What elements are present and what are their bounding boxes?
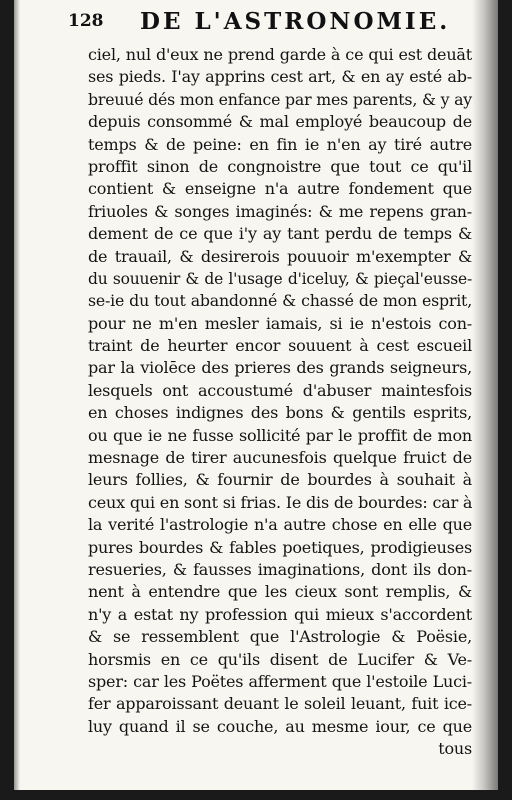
text-line: de trauail, & desirerois pouuoir m'exempter & [88,246,472,266]
text-line: nent à entendre que les cieux sont remplis, & [88,582,472,602]
catchword: tous [438,739,472,759]
text-line: n'y a estat ny profession qui mieux s'accordent [88,604,472,624]
text-line: horsmis en ce qu'ils disent de Lucifer & Ve- [88,649,472,669]
text-line: dement de ce que i'y ay tant perdu de temps & [88,224,472,244]
text-line: depuis consommé & mal employé beaucoup de [88,112,472,132]
page-number: 128 [68,11,104,31]
text-line: se-ie du tout abandonné & chassé de mon esprit, [88,291,472,311]
text-line: sper: car les Poëtes afferment que l'estoile Luci- [88,671,472,691]
text-line: fer apparoissant deuant le soleil leuant, fuit ice- [88,694,472,714]
text-line: proffit sinon de congnoistre que tout ce qu'il [88,156,472,176]
text-line: ou que ie ne fusse sollicité par le proffit de mon [88,425,472,445]
text-line: traint de heurter encor souuent à cest escueil [88,336,472,356]
body-text [88,44,472,761]
text-line: & se ressemblent que l'Astrologie & Poësie, [88,627,472,647]
page-header [68,8,468,38]
text-line: par la violēce des prieres des grands seigneurs, [88,358,472,378]
text-line: pures bourdes & fables poetiques, prodigieuses [88,537,472,557]
text-line: du souuenir & de l'usage d'iceluy, & pieçal'eusse- [88,269,472,288]
page-gutter-shadow [14,0,20,790]
text-line: luy quand il se couche, au mesme iour, ce que [88,716,472,736]
text-line: friuoles & songes imaginés: & me repens gran- [88,201,472,221]
text-line: en choses indignes des bons & gentils esprits, [88,403,472,423]
text-line: ses pieds. I'ay apprins cest art, & en ay esté ab- [88,67,472,87]
text-line: leurs follies, & fournir de bourdes à souhait à [88,470,472,490]
text-line: temps & de peine: en fin ie n'en ay tiré autre [88,134,472,154]
text-line: ciel, nul d'eux ne prend garde à ce qui est deuāt [88,45,472,64]
text-line: la verité l'astrologie n'a autre chose en elle que [88,515,472,535]
page-edge-shadow [472,0,498,790]
running-head: DE L'ASTRONOMIE. [140,8,451,35]
text-line: lesquels ont accoustumé d'abuser maintesfois [88,380,472,400]
text-line: contient & enseigne n'a autre fondement que [88,179,472,199]
text-line: ceux qui en sont si frias. Ie dis de bourdes: car à [88,492,473,512]
book-page [14,0,498,790]
text-line: pour ne m'en mesler iamais, si ie n'estois con- [88,313,472,333]
text-line: breuué dés mon enfance par mes parents, & y ay [88,89,472,109]
text-line: mesnage de tirer aucunesfois quelque fruict de [88,448,472,468]
text-line: resueries, & fausses imaginations, dont ils don- [88,559,472,579]
